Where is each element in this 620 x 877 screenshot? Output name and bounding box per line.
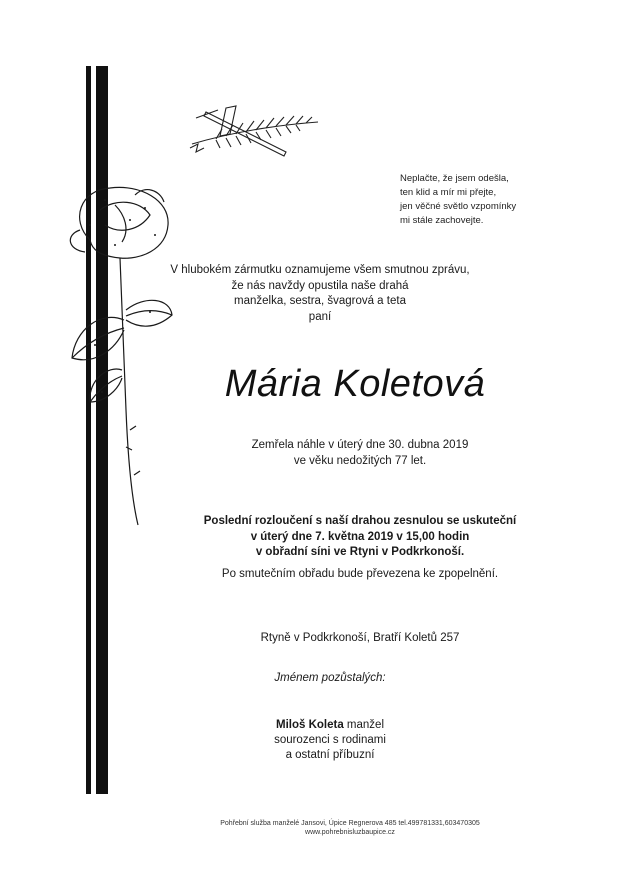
funeral-line: Poslední rozloučení s naší drahou zesnulou se uskuteční bbox=[203, 515, 517, 527]
announcement bbox=[150, 263, 490, 325]
after-ceremony-note: Po smutečním obřadu bude převezena ke zpopelnění. bbox=[221, 568, 499, 580]
announcement-line: manželka, sestra, švagrová a teta bbox=[234, 295, 406, 307]
poem-line: jen věčné světlo vzpomínky bbox=[400, 201, 517, 212]
poem-line: Neplačte, že jsem odešla, bbox=[400, 173, 509, 184]
survivors-title: Jménem pozůstalých: bbox=[274, 672, 386, 684]
footer-line: Pohřební služba manželé Jansovi, Úpice Regnerova 485 tel.499781331,603470305 bbox=[220, 820, 480, 827]
cross-with-palm-icon bbox=[186, 104, 326, 166]
deceased-name: Mária Koletová bbox=[224, 363, 486, 405]
announcement-line: V hlubokém zármutku oznamujeme všem smutnou zprávu, bbox=[170, 264, 470, 276]
poem-line: ten klid a mír mi přejte, bbox=[400, 187, 497, 198]
survivor-line: sourozenci s rodinami bbox=[274, 734, 386, 746]
survivor-line-husband bbox=[200, 718, 460, 733]
funeral-line: v úterý dne 7. května 2019 v 15,00 hodin bbox=[250, 530, 470, 543]
address: Rtyně v Podkrkonoší, Bratří Koletů 257 bbox=[260, 632, 460, 644]
death-info bbox=[200, 437, 520, 469]
footer-line: www.pohrebnisluzbaupice.cz bbox=[305, 829, 395, 836]
announcement-line: že nás navždy opustila naše drahá bbox=[231, 279, 409, 292]
death-line: ve věku nedožitých 77 let. bbox=[293, 455, 427, 467]
husband-role: manžel bbox=[346, 719, 384, 731]
poem bbox=[400, 172, 580, 228]
funeral-service-footer bbox=[160, 819, 540, 837]
survivors bbox=[200, 718, 460, 763]
funeral-line: v obřadní síni ve Rtyni v Podkrkonoší. bbox=[255, 546, 465, 558]
announcement-line: paní bbox=[308, 310, 332, 323]
poem-line: mi stále zachovejte. bbox=[400, 215, 484, 226]
death-line: Zemřela náhle v úterý dne 30. dubna 2019 bbox=[251, 439, 469, 451]
rose-illustration bbox=[60, 180, 180, 530]
survivor-line: a ostatní příbuzní bbox=[285, 749, 375, 761]
husband-name: Miloš Koleta bbox=[275, 719, 344, 731]
funeral-info bbox=[180, 514, 540, 561]
